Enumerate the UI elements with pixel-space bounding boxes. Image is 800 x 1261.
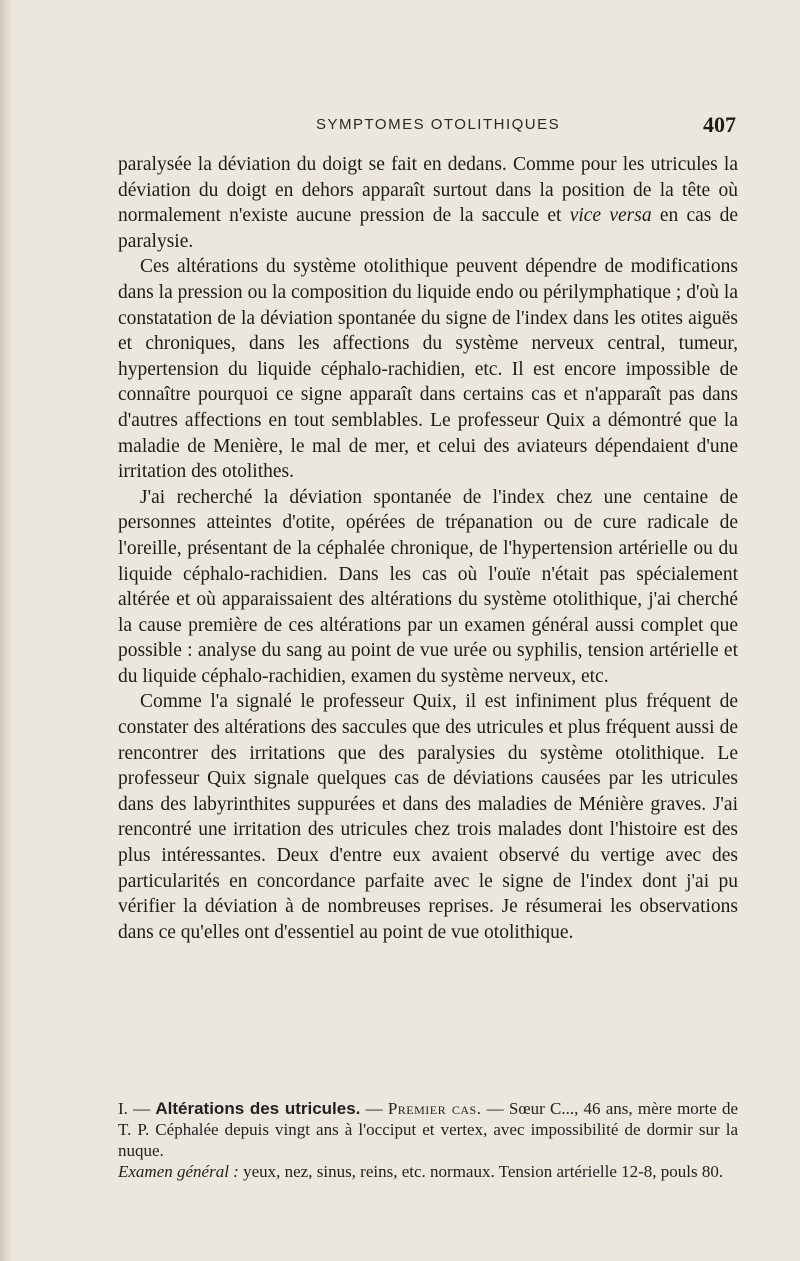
case-text: — Sœur C..., 46 ans, mère morte de T. P. Céphalée depuis vingt ans à l'occiput et vertex, avec impossibilité de dormir sur la nuque. xyxy=(118,1099,738,1160)
case-number: I. — xyxy=(118,1099,151,1118)
exam-label: Examen général : xyxy=(118,1162,239,1181)
paragraph-1 xyxy=(118,152,738,254)
paragraph-2: Ces altérations du système otolithique peuvent dépendre de modifications dans la pression ou la composition du liquide endo ou périlymphatique ; d'où la constatation de la déviation spontanée du signe de l'index dans les otites aiguës et chroniques, dans les affections du système nerveux central, tumeur, hypertension du liquide céphalo-rachidien, etc. Il est encore impossible de connaître pourquoi ce signe apparaît dans certains cas et n'apparaît pas dans d'autres affections en tout semblables. Le professeur Quix a démontré que la maladie de Menière, le mal de mer, et celui des aviateurs dépendaient d'une irritation des otolithes. xyxy=(118,256,738,483)
case-dash: — xyxy=(365,1099,383,1118)
paragraph-4: Comme l'a signalé le professeur Quix, il est infiniment plus fréquent de constater des altérations des saccules que des utricules et plus fréquent aussi de rencontrer des irritations que des paralysies du système otolithique. Le professeur Quix signale quelques cas de déviations causées par les utricules dans des labyrinthites suppurées et dans des maladies de Ménière graves. J'ai rencontré une irritation des utricules chez trois malades dont l'histoire est des plus intéressantes. Deux d'entre eux avaient observé du vertige avec des particularités en concordance parfaite avec le signe de l'index dont j'ai pu vérifier la déviation à de nombreuses reprises. Je résumerai les observations dans ce qu'elles ont d'essentiel au point de vue otolithique. xyxy=(118,691,738,943)
case-section xyxy=(118,1098,738,1182)
running-title: SYMPTOMES OTOLITHIQUES xyxy=(316,116,561,133)
paragraph-3: J'ai recherché la déviation spontanée de l'index chez une centaine de personnes atteintes d'otite, opérées de trépanation ou de cure radicale de l'oreille, présentant de la céphalée chronique, de l'hypertension artérielle ou du liquide céphalo-rachidien. Dans les cas où l'ouïe n'était pas spécialement altérée et où apparaissaient des altérations du système otolithique, j'ai cherché la cause première de ces altérations par un examen général aussi complet que possible : analyse du sang au point de vue urée ou syphilis, tension artérielle et du liquide céphalo-rachidien, examen du système nerveux, etc. xyxy=(118,486,738,687)
case-heading: Altérations des utricules. xyxy=(155,1099,361,1118)
page-binding-edge xyxy=(0,0,12,1261)
exam-text: yeux, nez, sinus, reins, etc. normaux. Tension artérielle 12-8, pouls 80. xyxy=(243,1162,724,1181)
case-label: Premier cas. xyxy=(387,1099,482,1118)
body-text xyxy=(118,152,738,945)
paragraph-1-italic: vice versa xyxy=(569,205,652,227)
paragraph-1-text: paralysée la déviation du doigt se fait en dedans. Comme pour les utricules la déviation du doigt en dehors apparaît surtout dans la position de la tête où normalement n'existe aucune pression de la saccule et xyxy=(118,154,738,227)
running-header xyxy=(118,112,738,142)
paragraph-1-end: en cas de paralysie. xyxy=(118,205,739,252)
page-number: 407 xyxy=(703,112,736,137)
case-paragraph xyxy=(118,1098,738,1161)
exam-paragraph xyxy=(118,1161,738,1182)
